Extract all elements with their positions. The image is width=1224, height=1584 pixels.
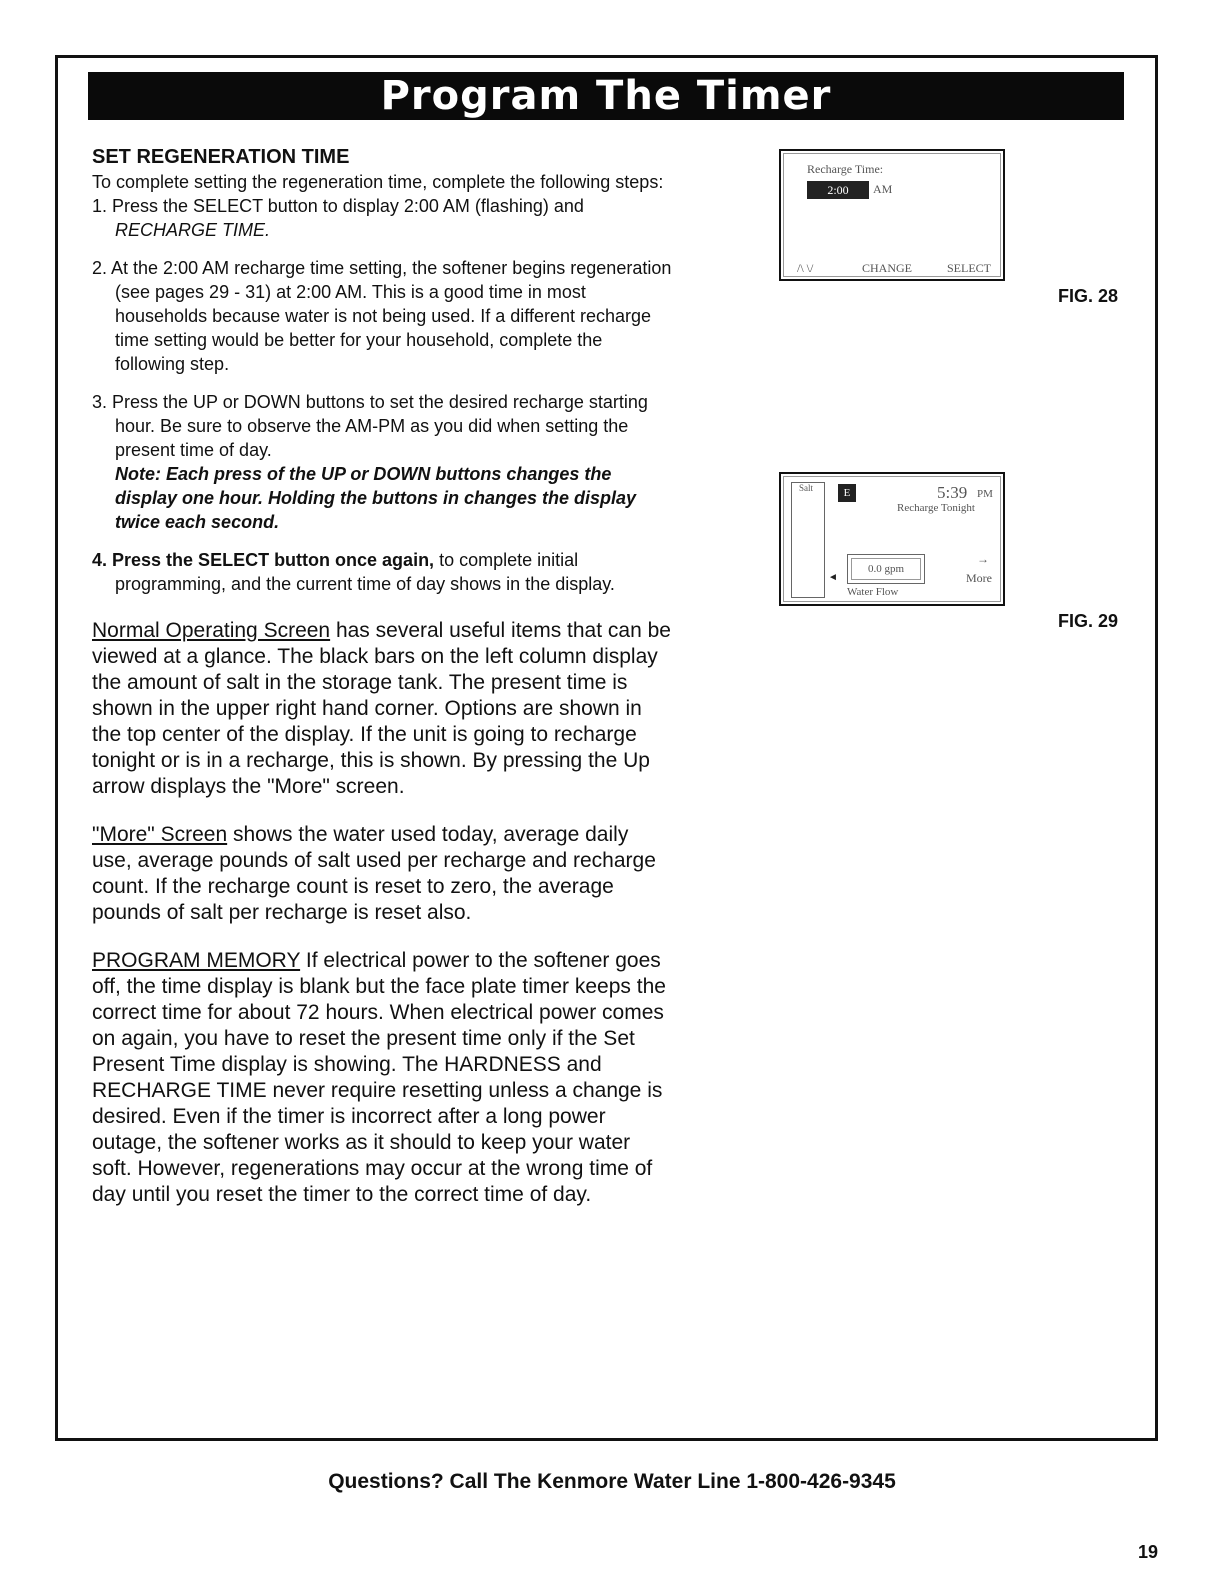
- fig29-e-icon: E: [838, 484, 856, 502]
- fig29-ampm: PM: [977, 488, 993, 500]
- footer-hotline: Questions? Call The Kenmore Water Line 1-800-426-9345: [328, 1470, 896, 1493]
- fig29-recharge-tonight: Recharge Tonight: [897, 502, 975, 514]
- more-arrow-icon: →: [977, 552, 989, 566]
- step-4: [92, 548, 672, 596]
- page-number: 19: [1137, 1542, 1158, 1562]
- left-arrow-icon: ◄: [828, 572, 838, 583]
- fig29-more: More: [966, 571, 992, 585]
- step-3: 3. Press the UP or DOWN buttons to set the desired recharge starting hour. Be sure to observe the AM-PM as you did when setting the present time of day.: [92, 392, 648, 460]
- step-1-italic: RECHARGE TIME.: [115, 220, 271, 240]
- fig29-display: [779, 472, 1005, 606]
- fig29-salt-label: Salt: [799, 483, 814, 493]
- step-4-bold: 4. Press the SELECT button once again,: [92, 550, 435, 570]
- flow-box: [847, 554, 925, 584]
- salt-bar: [791, 482, 825, 598]
- fig28-display: [779, 149, 1005, 281]
- fig29-time: 5:39: [937, 483, 968, 502]
- step-2: 2. At the 2:00 AM recharge time setting, the softener begins regeneration (see pages 29 - 31) at 2:00 AM. This is a good time in most households because water is not being used. If a different recharge time setting would be better for your household, complete the following step.: [92, 258, 672, 374]
- fig28-up-down-arrows-icon: /\ \/: [797, 261, 814, 275]
- more-screen-paragraph: "More" Screen shows the water used today, average daily use, average pounds of salt used per recharge and recharge count. If the recharge count is reset to zero, the average pounds of salt per recharge is reset also.: [92, 823, 656, 924]
- main-column: [92, 144, 672, 1208]
- fig28-title: Recharge Time:: [807, 162, 884, 176]
- fig28-change: CHANGE: [862, 261, 912, 275]
- normal-operating-title: Normal Operating Screen: [92, 619, 331, 642]
- fig28-time-highlight: 2:00: [807, 181, 869, 199]
- program-memory-title: PROGRAM MEMORY: [92, 949, 301, 972]
- intro-text: To complete setting the regeneration time, complete the following steps:: [92, 172, 664, 192]
- step-1: 1. Press the SELECT button to display 2:00 AM (flashing) and RECHARGE TIME.: [92, 196, 584, 240]
- section-heading: SET REGENERATION TIME: [92, 146, 350, 168]
- fig28-select: SELECT: [947, 261, 991, 275]
- fig29-flow: 0.0 gpm: [851, 558, 921, 580]
- fig29-label: FIG. 29: [1058, 611, 1119, 631]
- fig29-water-flow: Water Flow: [847, 586, 899, 598]
- step-3-note: Note: Each press of the UP or DOWN buttons changes the display one hour. Holding the buttons in changes the display twice each second.: [115, 464, 637, 532]
- normal-operating-paragraph: Normal Operating Screen has several useful items that can be viewed at a glance. The black bars on the left column display the amount of salt in the storage tank. The present time is shown in the upper right hand corner. Options are shown in the top center of the display. If the unit is going to recharge tonight or is in a recharge, this is shown. By pressing the Up arrow displays the "More" screen.: [92, 619, 671, 798]
- page-title: Program The Timer: [88, 72, 1124, 120]
- fig28-ampm: AM: [873, 182, 893, 196]
- more-screen-title: "More" Screen: [92, 823, 228, 846]
- program-memory-paragraph: PROGRAM MEMORY If electrical power to the softener goes off, the time display is blank but the face plate timer keeps the correct time for about 72 hours. When electrical power comes on again, you have to reset the present time only if the Set Present Time display is showing. The HARDNESS and RECHARGE TIME never require resetting unless a change is desired. Even if the timer is incorrect after a long power outage, the softener works as it should to keep your water soft. However, regenerations may occur at the wrong time of day until you reset the timer to the correct time of day.: [92, 949, 666, 1206]
- step-4-rest: to complete initial programming, and the current time of day shows in the display.: [115, 550, 615, 594]
- fig28-label: FIG. 28: [1058, 286, 1119, 306]
